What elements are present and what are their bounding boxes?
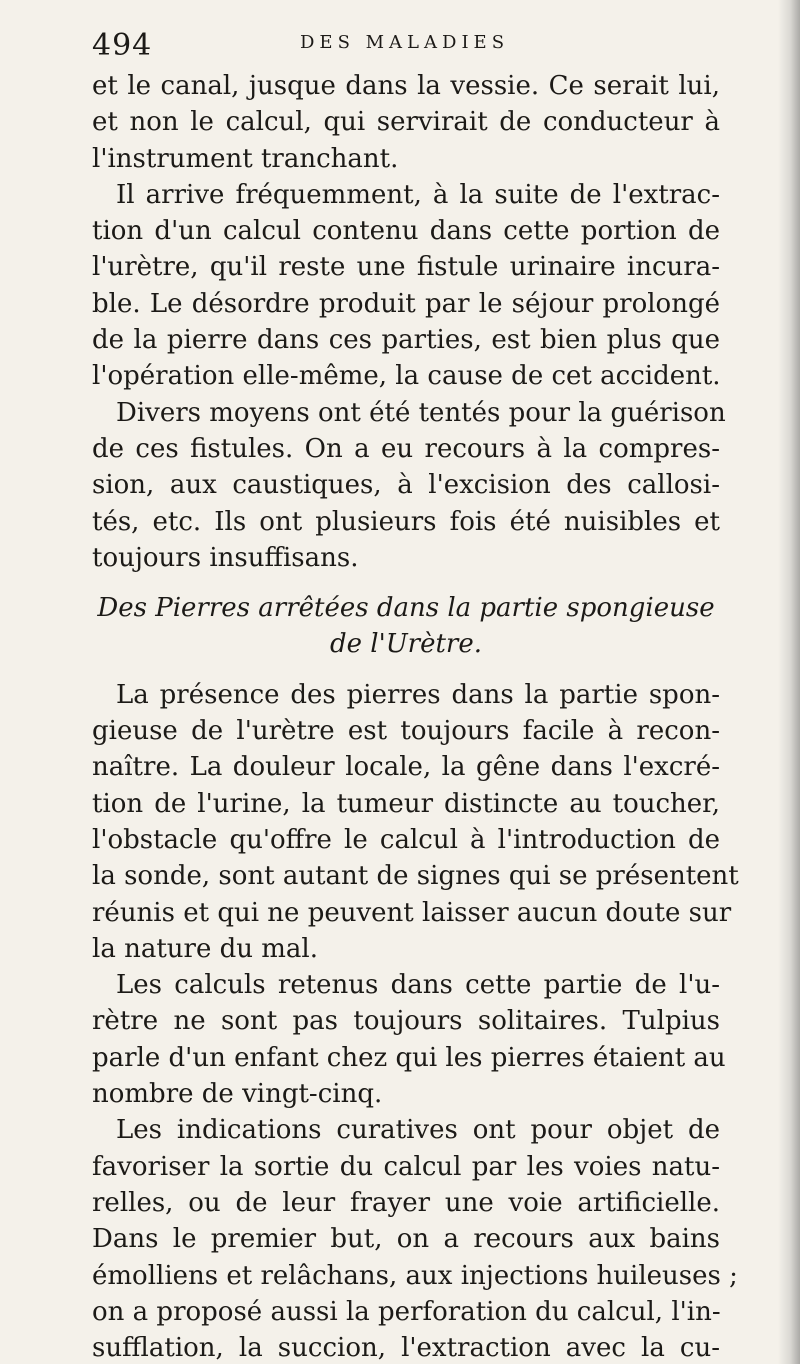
text-line: de ces fistules. On a eu recours à la compres- xyxy=(92,433,720,464)
text-line: nombre de vingt-cinq. xyxy=(92,1079,383,1110)
page-edge-shadow xyxy=(778,0,800,1364)
body-text xyxy=(92,68,739,1364)
text-line: tion de l'urine, la tumeur distincte au toucher, xyxy=(92,788,720,819)
text-line: sion, aux caustiques, à l'excision des callosi- xyxy=(92,470,720,501)
text-line: l'instrument tranchant. xyxy=(92,143,399,174)
text-line: la sonde, sont autant de signes qui se présentent xyxy=(92,861,739,892)
text-line: réunis et qui ne peuvent laisser aucun doute sur xyxy=(92,897,732,928)
section-spacer xyxy=(92,663,720,677)
text-line: émolliens et relâchans, aux injections huileuses ; xyxy=(92,1260,738,1291)
text-line: l'urètre, qu'il reste une fistule urinaire incura- xyxy=(92,252,720,283)
text-line: favoriser la sortie du calcul par les voies natu- xyxy=(92,1151,720,1182)
text-line: et non le calcul, qui servirait de conducteur à xyxy=(92,107,720,138)
text-line: Dans le premier but, on a recours aux bains xyxy=(92,1224,720,1255)
text-line: parle d'un enfant chez qui les pierres étaient au xyxy=(92,1042,726,1073)
text-line: l'obstacle qu'offre le calcul à l'introduction de xyxy=(92,824,720,855)
running-head: DES MALADIES xyxy=(300,32,510,53)
text-line: toujours insuffisans. xyxy=(92,542,359,573)
text-line: rètre ne sont pas toujours solitaires. Tulpius xyxy=(92,1006,720,1037)
section-heading-line: Des Pierres arrêtées dans la partie spongieuse xyxy=(97,593,715,624)
page-number: 494 xyxy=(92,28,153,63)
section-heading-line: de l'Urètre. xyxy=(329,629,482,660)
text-line: Les calculs retenus dans cette partie de l'u- xyxy=(116,970,720,1001)
text-line: tion d'un calcul contenu dans cette portion de xyxy=(92,216,720,247)
text-line: la nature du mal. xyxy=(92,933,318,964)
text-line: et le canal, jusque dans la vessie. Ce serait lui, xyxy=(92,71,720,101)
text-line: on a proposé aussi la perforation du calcul, l'in- xyxy=(92,1296,721,1327)
text-line: Les indications curatives ont pour objet de xyxy=(116,1115,720,1146)
text-line: tés, etc. Ils ont plusieurs fois été nuisibles et xyxy=(92,506,720,537)
text-line: Il arrive fréquemment, à la suite de l'extrac- xyxy=(116,179,720,210)
text-line: gieuse de l'urètre est toujours facile à recon- xyxy=(92,716,720,747)
text-line: sufflation, la succion, l'extraction avec la cu- xyxy=(92,1333,720,1364)
text-line: de la pierre dans ces parties, est bien plus que xyxy=(92,325,720,356)
text-line: naître. La douleur locale, la gêne dans l'excré- xyxy=(92,752,720,783)
text-line: l'opération elle-même, la cause de cet accident. xyxy=(92,361,721,392)
text-line: relles, ou de leur frayer une voie artificielle. xyxy=(92,1187,720,1218)
text-line: Divers moyens ont été tentés pour la guérison xyxy=(116,397,726,428)
page-header xyxy=(92,22,732,70)
text-line: La présence des pierres dans la partie spon- xyxy=(116,679,720,710)
text-line: ble. Le désordre produit par le séjour prolongé xyxy=(92,288,720,319)
section-spacer xyxy=(92,576,720,590)
